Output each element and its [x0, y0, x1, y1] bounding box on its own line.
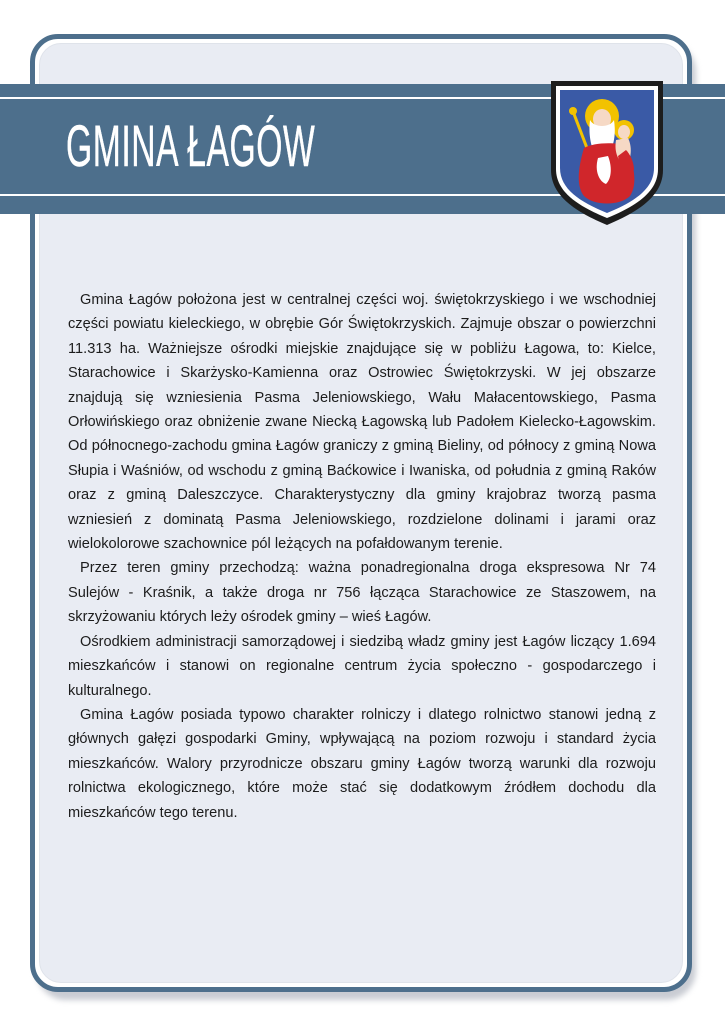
paragraph: Gmina Łagów położona jest w centralnej części woj. świętokrzyskiego i we wschodniej części powiatu kieleckiego, w obrębie Gór Świętokrzyskich. Zajmuje obszar o powierzchni 11.313 ha. Ważniejsze ośrodki miejskie znajdujące się w pobliżu Łagowa, to: Kielce, Starachowice i Skarżysko-Kamienna oraz Ostrowiec Świętokrzyski. W jej obszarze znajdują się wzniesienia Pasma Jeleniowskiego, Wału Małacentowskiego, Pasma Orłowińskiego oraz obniżenie zwane Niecką Łagowską lub Padołem Kielecko-Łagowskim. Od północnego-zachodu gmina Łagów graniczy z gminą Bieliny, od północy z gminą Nowa Słupia i Waśniów, od wschodu z gminą Baćkowice i Iwaniska, od południa z gminą Raków oraz z gminą Daleszczyce. Charakterystyczny dla gminy krajobraz tworzą pasma wzniesień z dominatą Pasma Jeleniowskiego, rozdzielone dolinami i jarami oraz wielokolorowe szachownice pól leżących na pofałdowanym terenie.	[68, 292, 656, 553]
paragraph: Gmina Łagów posiada typowo charakter rolniczy i dlatego rolnictwo stanowi jedną z głównych gałęzi gospodarki Gminy, wpływającą na poziom rozwoju i standard życia mieszkańców. Walory przyrodnicze obszaru gminy Łagów tworzą warunki dla rozwoju rolnictwa ekologicznego, które może stać się dodatkowym źródłem dochodu dla mieszkańców tego terenu.	[68, 706, 656, 821]
paragraph: Ośrodkiem administracji samorządowej i siedzibą władz gminy jest Łagów liczący 1.694 mieszkańców i stanowi on regionalne centrum życia społeczno - gospodarczego i kulturalnego.	[68, 633, 656, 699]
paragraph: Przez teren gminy przechodzą: ważna ponadregionalna droga ekspresowa Nr 74 Sulejów - Kraśnik, a także droga nr 756 łącząca Starachowice ze Staszowem, na skrzyżowaniu których leży ośrodek gminy – wieś Łagów.	[68, 560, 656, 626]
page-title: GMINA ŁAGÓW	[66, 114, 316, 179]
coat-of-arms-icon	[548, 78, 666, 228]
article-body	[68, 288, 656, 825]
